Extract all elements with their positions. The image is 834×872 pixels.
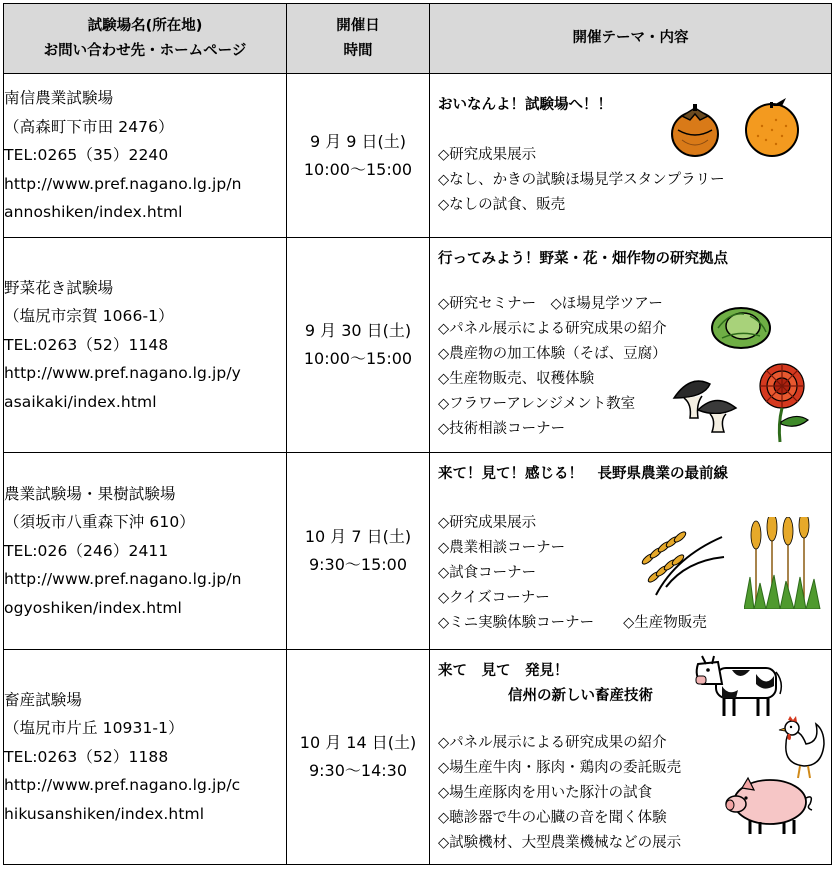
chicken-illustration — [776, 714, 828, 780]
site-address: （塩尻市片丘 10931-1） — [4, 719, 184, 738]
site-address: （塩尻市宗賀 1066-1） — [4, 307, 174, 326]
site-tel: TEL:0265（35）2240 — [4, 146, 169, 165]
event-date: 10 月 14 日(土) — [299, 733, 417, 752]
header-theme: 開催テーマ・内容 — [430, 4, 832, 74]
date-cell — [287, 453, 430, 650]
event-time: 9:30～14:30 — [308, 761, 408, 780]
event-table — [3, 3, 832, 865]
header-site-line1: 試験場名(所在地) — [87, 17, 203, 34]
date-cell — [287, 650, 430, 865]
site-url-line2[interactable]: asaikaki/index.html — [4, 392, 157, 411]
site-url-line2[interactable]: hikusanshiken/index.html — [4, 804, 205, 823]
theme-item: ◇フラワーアレンジメント教室 — [438, 396, 636, 412]
theme-item: ◇なしの試食、販売 — [438, 197, 566, 213]
pig-illustration — [720, 774, 814, 836]
site-url-cont[interactable] — [4, 388, 286, 417]
event-time: 9:30～15:00 — [308, 555, 408, 574]
site-cell — [4, 74, 287, 238]
theme-item: ◇聴診器で牛の心臓の音を聞く体験 — [438, 810, 667, 826]
theme-item: ◇農産物の加工体験（そば、豆腐） — [438, 346, 667, 362]
theme-title: 来て！見て！感じる！ 長野県農業の最前線 — [438, 466, 728, 482]
theme-item: ◇試食コーナー — [438, 565, 537, 581]
site-url-line1[interactable]: http://www.pref.nagano.lg.jp/y — [4, 364, 241, 383]
theme-cell — [430, 238, 832, 453]
cabbage-illustration — [710, 302, 772, 350]
theme-cell — [430, 74, 832, 238]
theme-subtitle: 信州の新しい畜産技術 — [508, 688, 653, 704]
table-row — [4, 650, 832, 865]
theme-item: ◇なし、かきの試験ほ場見学スタンプラリー — [438, 172, 725, 188]
site-cell — [4, 453, 287, 650]
site-url-cont[interactable] — [4, 800, 286, 829]
header-date — [287, 4, 430, 74]
site-url[interactable] — [4, 170, 286, 199]
header-date-line2: 時間 — [343, 42, 373, 59]
site-name: 農業試験場・果樹試験場 — [4, 484, 176, 503]
site-name: 畜産試験場 — [4, 690, 83, 709]
persimmon-illustration — [668, 102, 722, 160]
site-name: 南信農業試験場 — [4, 89, 114, 108]
event-time: 10:00～15:00 — [303, 349, 413, 368]
mushroom-illustration — [670, 374, 740, 434]
theme-item: ◇技術相談コーナー — [438, 421, 566, 437]
site-url[interactable] — [4, 565, 286, 594]
theme-item: ◇パネル展示による研究成果の紹介 — [438, 321, 667, 337]
site-url-line2[interactable]: ogyoshiken/index.html — [4, 598, 182, 617]
theme-title: 行ってみよう！野菜・花・畑作物の研究拠点 — [438, 251, 728, 267]
site-address: （高森町下市田 2476） — [4, 117, 174, 136]
site-tel: TEL:0263（52）1188 — [4, 747, 169, 766]
flower-illustration — [748, 358, 822, 444]
theme-item: ◇農業相談コーナー — [438, 540, 566, 556]
theme-cell — [430, 650, 832, 865]
wheat-field-illustration — [744, 517, 822, 609]
theme-cell — [430, 453, 832, 650]
theme-item: ◇研究成果展示 — [438, 147, 537, 163]
site-tel: TEL:026（246）2411 — [4, 541, 169, 560]
header-site-line2: お問い合わせ先・ホームページ — [43, 42, 247, 59]
date-cell — [287, 238, 430, 453]
theme-item: ◇クイズコーナー — [438, 590, 550, 606]
cow-illustration — [692, 652, 784, 718]
event-time: 10:00～15:00 — [303, 159, 413, 179]
date-cell — [287, 74, 430, 238]
theme-title: おいなんよ！試験場へ！！ — [438, 97, 612, 113]
theme-item: ◇研究セミナー ◇ほ場見学ツアー — [438, 296, 663, 312]
theme-item: ◇場生産豚肉を用いた豚汁の試食 — [438, 785, 653, 801]
header-row — [4, 4, 832, 74]
header-date-line1: 開催日 — [336, 17, 380, 34]
orange-fruit-illustration — [742, 96, 802, 158]
site-address: （須坂市八重森下沖 610） — [4, 513, 195, 532]
theme-item: ◇パネル展示による研究成果の紹介 — [438, 735, 667, 751]
table-row — [4, 74, 832, 238]
event-date: 9 月 30 日(土) — [304, 321, 412, 340]
theme-item: ◇研究成果展示 — [438, 515, 537, 531]
site-url[interactable] — [4, 359, 286, 388]
site-url-line1[interactable]: http://www.pref.nagano.lg.jp/n — [4, 174, 242, 193]
site-url[interactable] — [4, 771, 286, 800]
theme-item: ◇試験機材、大型農業機械などの展示 — [438, 835, 682, 851]
rice-plant-illustration — [636, 527, 728, 597]
theme-title: 来て 見て 発見！ — [438, 663, 569, 679]
event-date: 10 月 7 日(土) — [304, 527, 412, 546]
table-row — [4, 238, 832, 453]
site-url-line1[interactable]: http://www.pref.nagano.lg.jp/c — [4, 776, 241, 795]
theme-item: ◇生産物販売、収穫体験 — [438, 371, 595, 387]
site-cell — [4, 650, 287, 865]
header-site — [4, 4, 287, 74]
site-url-line2[interactable]: annoshiken/index.html — [4, 203, 183, 222]
table-row — [4, 453, 832, 650]
site-name: 野菜花き試験場 — [4, 278, 114, 297]
event-date: 9 月 9 日(土) — [309, 131, 407, 151]
site-cell — [4, 238, 287, 453]
theme-item: ◇場生産牛肉・豚肉・鶏肉の委託販売 — [438, 760, 682, 776]
site-url-cont[interactable] — [4, 594, 286, 623]
site-url-cont[interactable] — [4, 198, 286, 227]
site-url-line1[interactable]: http://www.pref.nagano.lg.jp/n — [4, 570, 242, 589]
theme-item: ◇ミニ実験体験コーナー ◇生産物販売 — [438, 615, 707, 631]
site-tel: TEL:0263（52）1148 — [4, 335, 169, 354]
